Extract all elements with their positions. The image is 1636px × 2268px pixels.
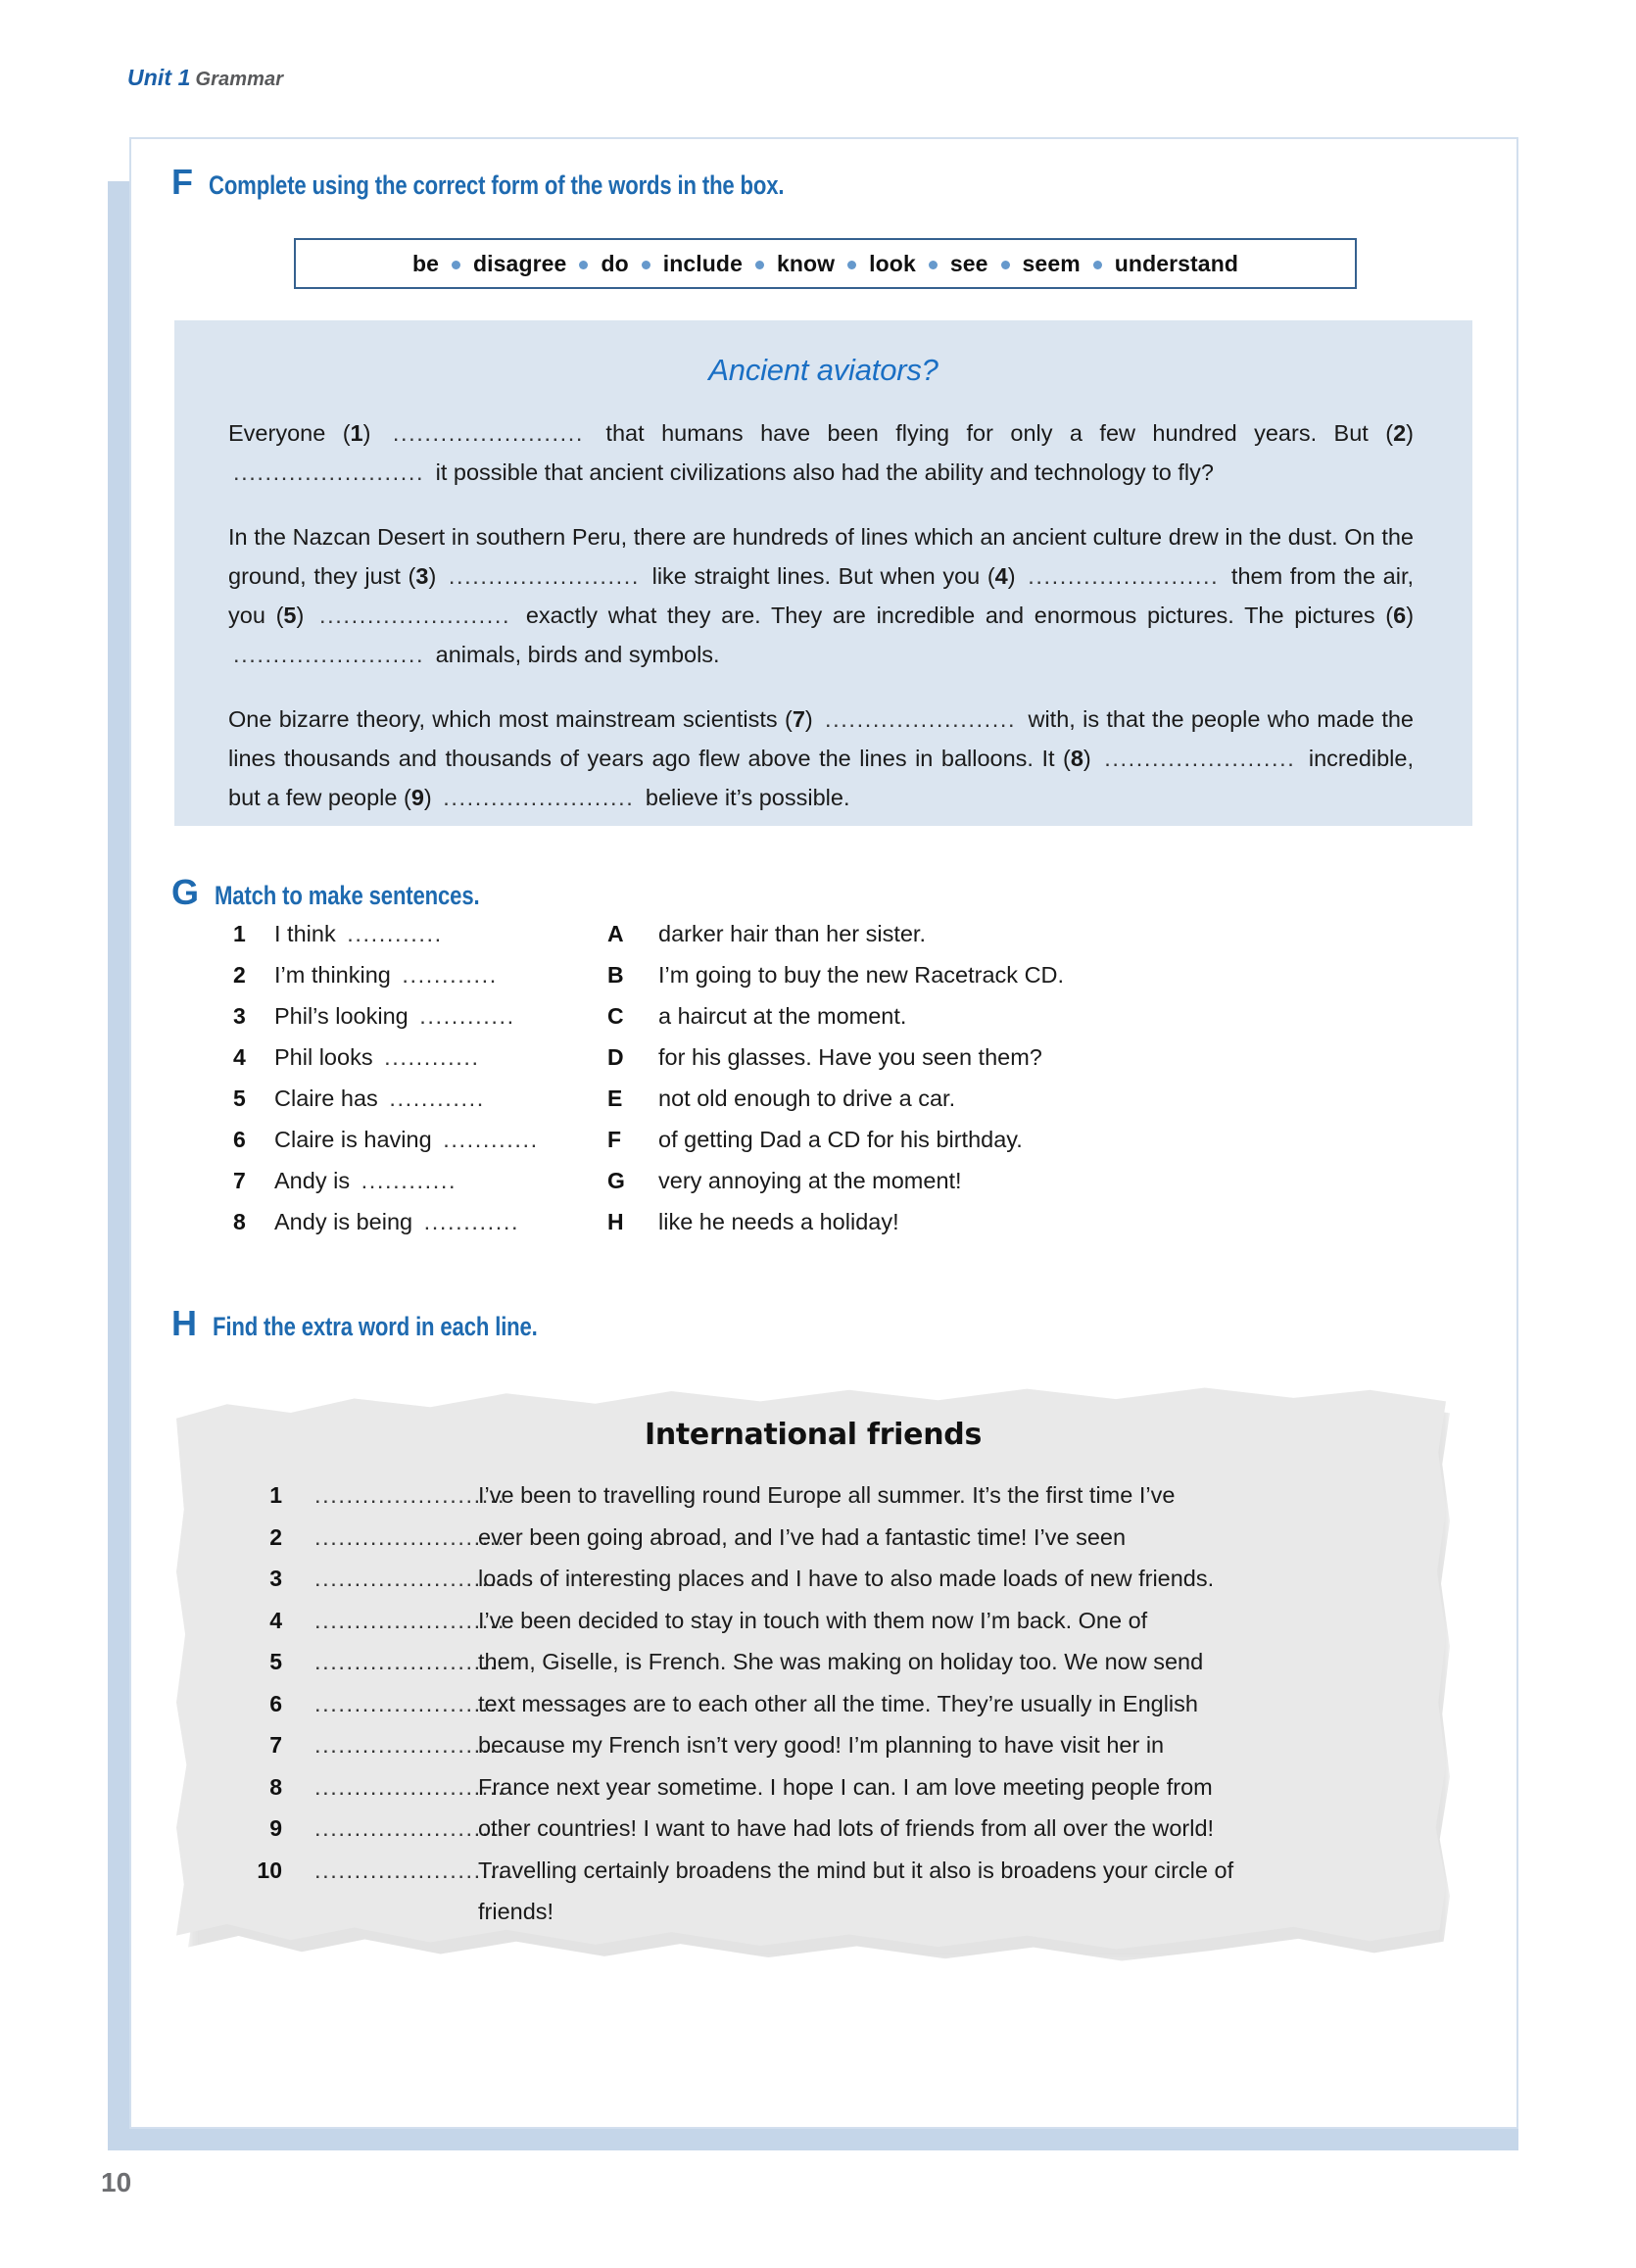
passage-paragraph xyxy=(228,517,1414,674)
extra-word-text: I’ve been decided to stay in touch with them now I’m back. One of xyxy=(478,1607,1148,1633)
match-answer-blank[interactable]: ............ xyxy=(419,1003,515,1029)
exercise-f-heading xyxy=(171,162,910,203)
gap-fill-blank[interactable]: ........................ xyxy=(443,785,635,810)
extra-word-row xyxy=(167,1482,1460,1524)
match-letter: D xyxy=(607,1044,624,1070)
word-box-content xyxy=(412,251,1238,277)
exercise-h-title: Find the extra word in each line. xyxy=(213,1312,538,1341)
gap-fill-blank[interactable]: ........................ xyxy=(319,603,511,628)
match-answer-blank[interactable]: ............ xyxy=(389,1086,485,1111)
match-answer-blank[interactable]: ............ xyxy=(361,1168,457,1193)
match-number: 7 xyxy=(233,1168,246,1193)
match-number: 6 xyxy=(233,1127,246,1152)
word-box-item: know xyxy=(776,250,836,276)
page-frame-shadow-bottom xyxy=(108,2129,1518,2150)
extra-word-blank[interactable]: ........................ xyxy=(314,1732,506,1758)
extra-word-blank[interactable]: ........................ xyxy=(314,1649,506,1674)
extra-word-text: friends! xyxy=(478,1899,554,1924)
extra-word-text: ever been going abroad, and I’ve had a fantastic time! I’ve seen xyxy=(478,1523,1127,1550)
match-row xyxy=(233,1044,1389,1086)
word-separator-dot xyxy=(1001,261,1010,269)
match-row xyxy=(233,1209,1389,1250)
passage-paragraph xyxy=(228,700,1414,817)
passage-paragraph xyxy=(228,413,1414,492)
match-right-text: for his glasses. Have you seen them? xyxy=(658,1044,1042,1070)
passage-text: them from the air, you ( xyxy=(228,563,1415,628)
gap-fill-blank[interactable]: ........................ xyxy=(448,563,640,589)
extra-word-row xyxy=(167,1691,1460,1733)
gap-number: 3 xyxy=(415,563,429,589)
reading-panel xyxy=(174,320,1472,826)
match-letter: C xyxy=(607,1003,624,1029)
extra-word-text: I’ve been to travelling round Europe all summer. It’s the first time I’ve xyxy=(478,1482,1176,1508)
torn-paper-panel xyxy=(167,1367,1460,1974)
word-box-item: look xyxy=(869,250,916,276)
match-row xyxy=(233,1086,1389,1127)
gap-fill-blank[interactable]: ........................ xyxy=(1104,746,1296,771)
extra-word-line-number: 4 xyxy=(269,1607,282,1633)
extra-word-line-number: 3 xyxy=(269,1566,282,1591)
match-letter: B xyxy=(607,962,624,988)
extra-word-row xyxy=(167,1649,1460,1691)
passage-text: Everyone ( xyxy=(228,420,351,446)
match-letter: F xyxy=(607,1127,622,1152)
exercise-h-letter: H xyxy=(171,1303,197,1343)
match-answer-blank[interactable]: ............ xyxy=(347,921,443,946)
exercise-f-title: Complete using the correct form of the words in the box. xyxy=(209,170,785,200)
match-number: 2 xyxy=(233,962,246,988)
passage-text: believe it’s possible. xyxy=(639,785,850,810)
gap-number: 6 xyxy=(1393,603,1407,628)
match-answer-blank[interactable]: ............ xyxy=(423,1209,520,1234)
word-box xyxy=(294,238,1357,289)
extra-word-text: Travelling certainly broadens the mind but it also is broadens your circle of xyxy=(478,1857,1234,1883)
extra-word-text: them, Giselle, is French. She was making on holiday too. We now send xyxy=(478,1649,1204,1674)
passage-text: ) xyxy=(804,706,821,732)
word-separator-dot xyxy=(642,261,650,269)
passage-text: In the Nazcan Desert in southern Peru, there are hundreds of lines which an ancient culture drew in the dust. On the ground, they just ( xyxy=(228,524,1414,589)
match-number: 3 xyxy=(233,1003,246,1029)
extra-word-row xyxy=(167,1858,1460,1900)
match-letter: H xyxy=(607,1209,624,1234)
gap-fill-blank[interactable]: ........................ xyxy=(392,420,584,446)
passage-text: ) xyxy=(1406,603,1415,628)
extra-word-lines xyxy=(167,1482,1460,1941)
unit-label: Unit 1 xyxy=(127,65,191,90)
passage-text: exactly what they are. They are incredible and enormous pictures. The pictures ( xyxy=(515,603,1394,628)
word-box-item: see xyxy=(949,250,988,276)
match-row xyxy=(233,921,1389,962)
word-separator-dot xyxy=(1093,261,1102,269)
match-left-text: Andy is ............ xyxy=(274,1168,457,1193)
match-letter: G xyxy=(607,1168,625,1193)
extra-word-line-number: 9 xyxy=(269,1815,282,1841)
passage-title: Ancient aviators? xyxy=(708,353,938,387)
word-separator-dot xyxy=(929,261,938,269)
extra-word-row xyxy=(167,1732,1460,1774)
extra-word-blank[interactable]: ........................ xyxy=(314,1815,506,1841)
match-left-text: I’m thinking ............ xyxy=(274,962,498,988)
extra-word-blank[interactable]: ........................ xyxy=(314,1773,506,1800)
match-right-text: like he needs a holiday! xyxy=(658,1209,899,1234)
extra-word-text: because my French isn’t very good! I’m planning to have visit her in xyxy=(478,1732,1165,1758)
word-box-item: disagree xyxy=(473,250,567,276)
passage-text: animals, birds and symbols. xyxy=(429,642,720,667)
torn-paper-title: International friends xyxy=(644,1418,983,1452)
word-separator-dot xyxy=(452,261,460,269)
passage-text: incredible, but a few people ( xyxy=(228,746,1414,810)
match-number: 5 xyxy=(233,1086,246,1111)
match-left-text: Phil looks ............ xyxy=(274,1044,480,1070)
extra-word-line-number: 10 xyxy=(257,1857,282,1883)
passage-text: ) xyxy=(362,420,388,446)
gap-number: 8 xyxy=(1070,746,1083,771)
match-right-text: I’m going to buy the new Racetrack CD. xyxy=(658,962,1065,988)
extra-word-text: other countries! I want to have had lots of friends from all over the world! xyxy=(478,1815,1215,1841)
passage-text: like straight lines. But when you ( xyxy=(645,563,995,589)
section-label: Grammar xyxy=(195,69,284,90)
match-row xyxy=(233,962,1389,1003)
exercise-g-heading xyxy=(171,872,538,913)
match-number: 4 xyxy=(233,1044,246,1070)
match-answer-blank[interactable]: ............ xyxy=(443,1127,539,1152)
extra-word-blank[interactable]: ........................ xyxy=(314,1607,506,1633)
word-box-item: understand xyxy=(1114,250,1238,276)
passage-text: ) xyxy=(296,603,315,628)
match-right-text: not old enough to drive a car. xyxy=(658,1086,956,1111)
extra-word-row xyxy=(167,1566,1460,1608)
match-letter: E xyxy=(607,1086,623,1111)
passage-body xyxy=(228,413,1414,817)
extra-word-blank[interactable]: ........................ xyxy=(314,1482,506,1508)
match-answer-blank[interactable]: ............ xyxy=(402,962,498,988)
extra-word-row xyxy=(167,1774,1460,1816)
exercise-h-heading xyxy=(171,1303,608,1344)
extra-word-text: France next year sometime. I hope I can. I am love meeting people from xyxy=(478,1773,1213,1800)
gap-number: 7 xyxy=(792,706,805,732)
passage-text: One bizarre theory, which most mainstream scientists ( xyxy=(228,706,793,732)
extra-word-line-number: 2 xyxy=(269,1523,282,1550)
match-right-text: darker hair than her sister. xyxy=(658,921,926,946)
word-separator-dot xyxy=(755,261,764,269)
match-row xyxy=(233,1127,1389,1168)
exercise-f-letter: F xyxy=(171,162,193,202)
running-head xyxy=(127,65,283,91)
extra-word-blank[interactable]: ........................ xyxy=(314,1523,506,1550)
extra-word-line-number: 8 xyxy=(269,1773,282,1800)
extra-word-row xyxy=(167,1899,1460,1941)
gap-number: 1 xyxy=(350,420,363,446)
match-left-text: Claire has ............ xyxy=(274,1086,485,1111)
match-right-text: very annoying at the moment! xyxy=(658,1168,962,1193)
word-box-item: be xyxy=(411,250,440,276)
page-frame-shadow-left xyxy=(108,181,129,2150)
matching-exercise xyxy=(233,921,1389,1250)
match-number: 1 xyxy=(233,921,246,946)
match-left-text: Andy is being ............ xyxy=(274,1209,520,1234)
word-separator-dot xyxy=(847,261,856,269)
passage-text: it possible that ancient civilizations also had the ability and technology to fly? xyxy=(429,459,1214,485)
passage-text: with, is that the people who made the lines thousands and thousands of years ago flew above the lines in balloons. It ( xyxy=(228,706,1414,771)
passage-text: that humans have been flying for only a few hundred years. But ( xyxy=(589,420,1394,446)
gap-number: 2 xyxy=(1393,420,1407,446)
gap-fill-blank[interactable]: ........................ xyxy=(233,642,425,667)
gap-number: 5 xyxy=(283,603,297,628)
match-row xyxy=(233,1168,1389,1209)
passage-text: ) xyxy=(1406,420,1414,446)
exercise-g-title: Match to make sentences. xyxy=(215,881,480,910)
extra-word-blank[interactable]: ........................ xyxy=(314,1690,506,1716)
extra-word-blank[interactable]: ........................ xyxy=(314,1566,506,1591)
passage-text: ) xyxy=(428,563,444,589)
gap-fill-blank[interactable]: ........................ xyxy=(1028,563,1220,589)
gap-fill-blank[interactable]: ........................ xyxy=(233,459,425,485)
extra-word-line-number: 7 xyxy=(269,1732,282,1758)
extra-word-row xyxy=(167,1524,1460,1567)
extra-word-line-number: 6 xyxy=(269,1690,282,1716)
match-right-text: of getting Dad a CD for his birthday. xyxy=(658,1127,1023,1152)
match-left-text: I think ............ xyxy=(274,921,443,946)
extra-word-row xyxy=(167,1815,1460,1858)
extra-word-line-number: 5 xyxy=(269,1649,282,1674)
word-box-item: seem xyxy=(1022,250,1081,276)
word-box-item: include xyxy=(662,250,743,276)
passage-text: ) xyxy=(423,785,439,810)
passage-text: ) xyxy=(1007,563,1024,589)
exercise-g-letter: G xyxy=(171,872,200,912)
match-left-text: Phil’s looking ............ xyxy=(274,1003,515,1029)
match-number: 8 xyxy=(233,1209,246,1234)
extra-word-line-number: 1 xyxy=(269,1482,282,1508)
gap-number: 4 xyxy=(994,563,1008,589)
page-number: 10 xyxy=(101,2167,132,2197)
match-left-text: Claire is having ............ xyxy=(274,1127,539,1152)
word-box-item: do xyxy=(601,250,629,276)
gap-number: 9 xyxy=(410,785,424,810)
match-right-text: a haircut at the moment. xyxy=(658,1003,907,1029)
extra-word-blank[interactable]: ........................ xyxy=(314,1857,506,1883)
match-letter: A xyxy=(607,921,624,946)
gap-fill-blank[interactable]: ........................ xyxy=(825,706,1017,732)
extra-word-row xyxy=(167,1608,1460,1650)
match-answer-blank[interactable]: ............ xyxy=(384,1044,480,1070)
word-separator-dot xyxy=(579,261,588,269)
extra-word-text: text messages are to each other all the time. They’re usually in English xyxy=(478,1690,1198,1716)
match-row xyxy=(233,1003,1389,1044)
extra-word-text: loads of interesting places and I have to also made loads of new friends. xyxy=(478,1566,1215,1591)
passage-text: ) xyxy=(1083,746,1100,771)
